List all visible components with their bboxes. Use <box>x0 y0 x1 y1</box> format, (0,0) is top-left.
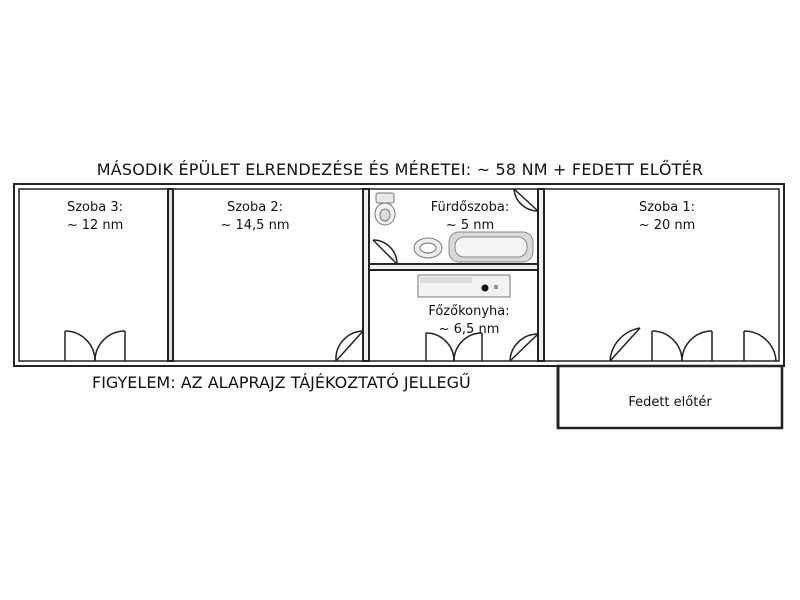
room-name: Fedett előtér <box>628 395 712 410</box>
label-fedett-eloter <box>610 394 730 412</box>
label-furdoszoba <box>418 199 522 235</box>
label-szoba1 <box>612 199 722 235</box>
label-szoba2 <box>200 199 310 235</box>
bathtub-icon <box>449 232 533 262</box>
sink-icon <box>414 238 442 258</box>
door-szoba2 <box>336 331 363 361</box>
wall-bath-kitchen <box>369 264 538 270</box>
room-area: ~ 6,5 nm <box>438 322 500 337</box>
room-name: Fürdőszoba: <box>430 200 510 215</box>
wall-szoba2-bath <box>363 189 369 361</box>
disclaimer-note: FIGYELEM: AZ ALAPRAJZ TÁJÉKOZTATÓ JELLEGŰ <box>92 373 471 392</box>
room-name: Szoba 1: <box>638 200 696 215</box>
room-area: ~ 12 nm <box>66 218 124 233</box>
label-szoba3 <box>40 199 150 235</box>
door-szoba1-double <box>652 331 712 361</box>
stove-icon <box>418 275 510 297</box>
room-name: Szoba 3: <box>66 200 124 215</box>
door-szoba1-left <box>610 328 640 361</box>
door-bath-kitchen <box>373 240 397 264</box>
room-area: ~ 14,5 nm <box>220 218 290 233</box>
door-szoba1-right <box>744 331 776 361</box>
label-fozokonyha <box>414 303 524 339</box>
toilet-icon <box>375 193 395 225</box>
room-area: ~ 5 nm <box>445 218 495 233</box>
plan-title: MÁSODIK ÉPÜLET ELRENDEZÉSE ÉS MÉRETEI: ~ 58 NM + FEDETT ELŐTÉR <box>96 160 704 179</box>
room-area: ~ 20 nm <box>638 218 696 233</box>
room-name: Főzőkonyha: <box>428 304 510 319</box>
wall-bath-szoba1 <box>538 189 544 361</box>
door-szoba3 <box>65 331 125 361</box>
room-name: Szoba 2: <box>226 200 284 215</box>
wall-szoba3-szoba2 <box>168 189 173 361</box>
